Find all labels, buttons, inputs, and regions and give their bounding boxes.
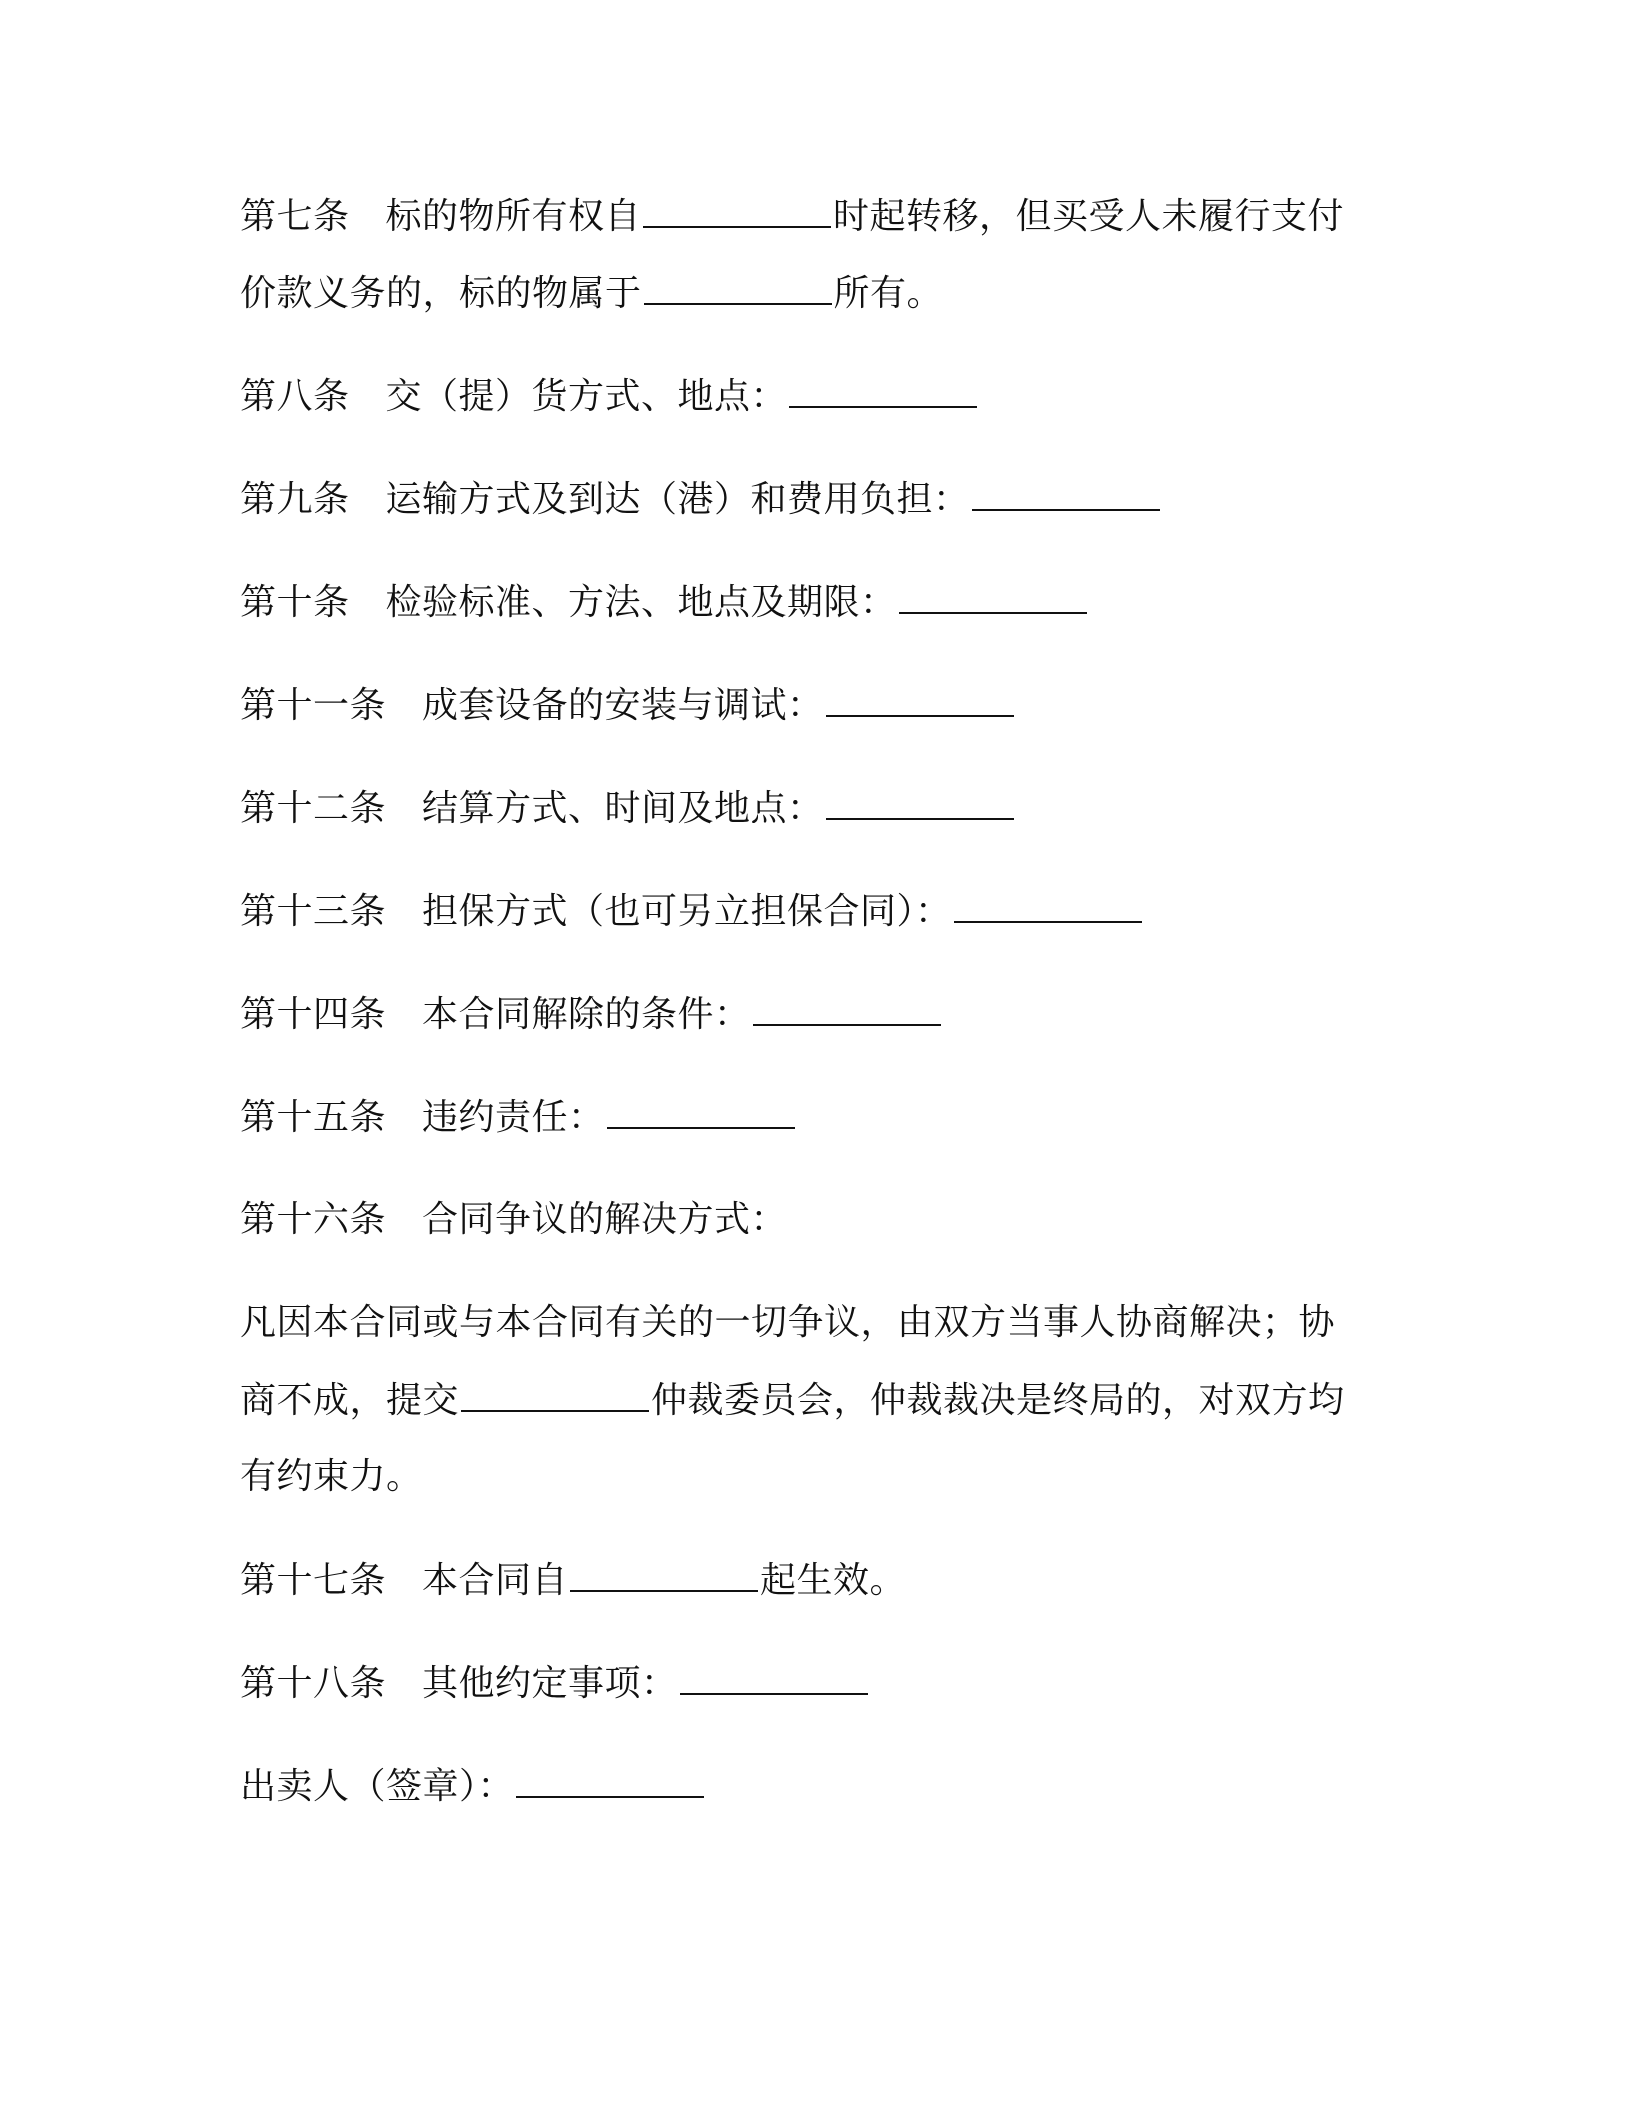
article-17-number: 第十七条	[240, 1560, 387, 1601]
article-14	[240, 992, 1400, 1037]
article-13	[240, 889, 1400, 934]
article-13-number: 第十三条	[240, 891, 387, 932]
article-7-text-a: 标的物所有权自	[385, 196, 642, 237]
article-13-text: 担保方式（也可另立担保合同）：	[422, 891, 952, 932]
termination-condition-blank[interactable]	[753, 992, 941, 1026]
article-16-number: 第十六条	[240, 1199, 387, 1240]
article-12	[240, 786, 1400, 831]
article-8	[240, 374, 1400, 419]
dispute-text-3: 有约束力。	[240, 1456, 423, 1497]
dispute-text-2a: 商不成，提交	[240, 1380, 460, 1421]
article-10-number: 第十条	[240, 582, 350, 623]
article-10-text: 检验标准、方法、地点及期限：	[385, 582, 897, 623]
article-9-number: 第九条	[240, 479, 350, 520]
article-11-text: 成套设备的安装与调试：	[422, 685, 824, 726]
article-10	[240, 580, 1400, 625]
other-matters-blank[interactable]	[680, 1661, 868, 1695]
article-7-number: 第七条	[240, 196, 350, 237]
article-16-paragraph-line-3	[240, 1455, 1400, 1499]
liability-blank[interactable]	[607, 1095, 795, 1129]
article-11-number: 第十一条	[240, 685, 387, 726]
article-14-number: 第十四条	[240, 994, 387, 1035]
ownership-transfer-time-blank[interactable]	[643, 194, 831, 228]
article-11	[240, 683, 1400, 728]
article-16	[240, 1198, 1400, 1242]
dispute-text-1: 凡因本合同或与本合同有关的一切争议，由双方当事人协商解决；协	[240, 1302, 1336, 1343]
article-18	[240, 1661, 1400, 1706]
article-15-text: 违约责任：	[422, 1097, 605, 1138]
article-9-text: 运输方式及到达（港）和费用负担：	[385, 479, 970, 520]
transport-method-blank[interactable]	[972, 477, 1160, 511]
article-16-text: 合同争议的解决方式：	[422, 1199, 788, 1240]
article-15-number: 第十五条	[240, 1097, 387, 1138]
article-7-line-2	[240, 271, 1400, 316]
article-7-text-d: 所有。	[833, 273, 944, 314]
article-7-text-c: 价款义务的，标的物属于	[240, 273, 642, 314]
article-17-text-a: 本合同自	[422, 1560, 569, 1601]
article-17-text-b: 起生效。	[760, 1560, 907, 1601]
article-14-text: 本合同解除的条件：	[422, 994, 751, 1035]
seller-signature-line	[240, 1764, 1400, 1809]
article-18-text: 其他约定事项：	[422, 1663, 678, 1704]
article-9	[240, 477, 1400, 522]
article-17	[240, 1558, 1400, 1603]
article-15	[240, 1095, 1400, 1140]
effective-date-blank[interactable]	[570, 1558, 758, 1592]
arbitration-commission-blank[interactable]	[461, 1378, 649, 1412]
dispute-text-2b: 仲裁委员会，仲裁裁决是终局的，对双方均	[651, 1380, 1345, 1421]
installation-blank[interactable]	[826, 683, 1014, 717]
inspection-standard-blank[interactable]	[899, 580, 1087, 614]
article-7-text-b: 时起转移，但买受人未履行支付	[833, 196, 1345, 237]
delivery-method-blank[interactable]	[789, 374, 977, 408]
seller-signature-blank[interactable]	[516, 1764, 704, 1798]
settlement-blank[interactable]	[826, 786, 1014, 820]
guarantee-blank[interactable]	[954, 889, 1142, 923]
article-18-number: 第十八条	[240, 1663, 387, 1704]
article-8-number: 第八条	[240, 376, 350, 417]
seller-label: 出卖人（签章）：	[240, 1766, 515, 1807]
article-12-number: 第十二条	[240, 788, 387, 829]
article-7-line-1	[240, 194, 1400, 239]
article-8-text: 交（提）货方式、地点：	[385, 376, 788, 417]
article-16-paragraph-line-1	[240, 1301, 1400, 1345]
article-12-text: 结算方式、时间及地点：	[422, 788, 824, 829]
ownership-holder-blank[interactable]	[644, 271, 832, 305]
article-16-paragraph-line-2	[240, 1378, 1400, 1423]
